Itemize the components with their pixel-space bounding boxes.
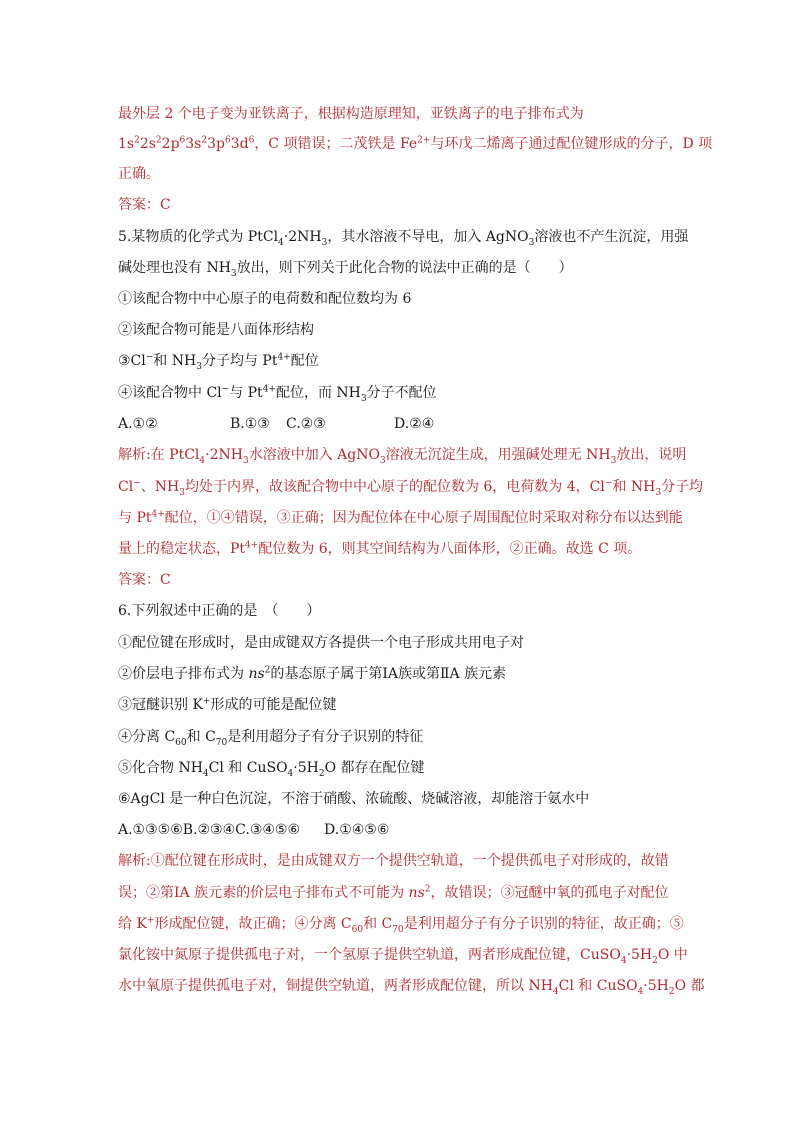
answer-options [118, 413, 678, 435]
statement: ②该配合物可能是八面体形结构 [118, 322, 314, 338]
explanation-line: 与 $Pt^{4+}$配位，①④错误，③正确；因为配位体在中心原子周围配位时采取对称分布以达到能 [118, 509, 683, 526]
option-a: A.①② [118, 416, 158, 432]
statement: ⑥AgCl 是一种白色沉淀，不溶于硝酸、浓硫酸、烧碱溶液，却能溶于氨水中 [118, 791, 590, 807]
question-6-stem: 6.下列叙述中正确的是 （ ） [118, 603, 321, 619]
explanation-line: 解析:①配位键在形成时，是由成键双方一个提供空轨道，一个提供孤电子对形成的，故错 [118, 853, 669, 869]
answer-line: 答案：C [118, 572, 171, 588]
explanation-line: Cl−、$NH_3$均处于内界，故该配合物中中心原子的配位数为 6，电荷数为 4，Cl−和 $NH_3$分子均 [118, 478, 704, 498]
option-d: D.①④⑤⑥ [324, 822, 390, 838]
explanation-line: 正确。 [118, 166, 160, 182]
option-b: B.①③ [230, 416, 270, 432]
question-5-stem: 碱处理也没有 $NH_3$放出，则下列关于此化合物的说法中正确的是（ ） [118, 260, 573, 279]
answer-options [118, 819, 678, 841]
statement: ⑤化合物 $NH_4Cl$ 和 $CuSO_4\cdot 5H_2O$ 都存在配位键 [118, 760, 425, 779]
explanation-line: 量上的稳定状态，$Pt^{4+}$配位数为 6，则其空间结构为八面体形，②正确。故选 C 项。 [118, 540, 642, 557]
statement: ③Cl−和 $NH_3$分子均与 $Pt^{4+}$配位 [118, 352, 319, 372]
question-5-stem: 5.某物质的化学式为 $PtCl_4\cdot 2NH_3$，其水溶液不导电，加入 AgNO$_3$溶液也不产生沉淀，用强 [118, 229, 689, 248]
electron-configuration: $1s^22s^22p^63s^23p^63d^6$ [118, 135, 255, 152]
explanation-line: 氯化铵中氮原子提供孤电子对，一个氢原子提供空轨道，两者形成配位键，$CuSO_4\cdot 5H_2O$ 中 [118, 947, 688, 966]
statement: ①配位键在形成时，是由成键双方各提供一个电子形成共用电子对 [118, 635, 524, 651]
explanation-line: 解析:在 $PtCl_4\cdot 2NH_3$水溶液中加入 AgNO$_3$溶液无沉淀生成，用强碱处理无 $NH_3$放出，说明 [118, 447, 687, 466]
statement: ④该配合物中 Cl−与 $Pt^{4+}$配位，而 $NH_3$分子不配位 [118, 384, 437, 404]
statement: ①该配合物中中心原子的电荷数和配位数均为 6 [118, 291, 412, 307]
explanation-line: 给 K+形成配位键，故正确；④分离 $C_{60}$和 $C_{70}$是利用超分子有分子识别的特征，故正确；⑤ [118, 915, 684, 935]
option-c: C.③④⑤⑥ [235, 822, 301, 838]
statement: ③冠醚识别 K+形成的可能是配位键 [118, 696, 337, 713]
statement: ②价层电子排布式为 $ns^2$的基态原子属于第ⅠA族或第ⅡA 族元素 [118, 665, 507, 682]
option-d: D.②④ [394, 416, 435, 432]
explanation-line: 水中氧原子提供孤电子对，铜提供空轨道，两者形成配位键，所以 $NH_4Cl$ 和 $CuSO_4\cdot 5H_2O$ 都 [118, 978, 705, 997]
option-b: B.②③④ [182, 822, 236, 838]
explanation-line: $1s^22s^22p^63s^23p^63d^6$，C 项错误；二茂铁是 $Fe^{2+}$与环戊二烯离子通过配位键形成的分子，D 项 [118, 135, 713, 152]
explanation-line: 最外层 2 个电子变为亚铁离子，根据构造原理知，亚铁离子的电子排布式为 [118, 106, 584, 122]
option-a: A.①③⑤⑥ [118, 822, 183, 838]
option-c: C.②③ [286, 416, 326, 432]
explanation-line: 误；②第ⅠA 族元素的价层电子排布式不可能为 $ns^2$，故错误；③冠醚中氧的孤电子对配位 [118, 884, 669, 901]
answer-line: 答案：C [118, 197, 171, 213]
statement: ④分离 $C_{60}$和 $C_{70}$是利用超分子有分子识别的特征 [118, 729, 424, 748]
